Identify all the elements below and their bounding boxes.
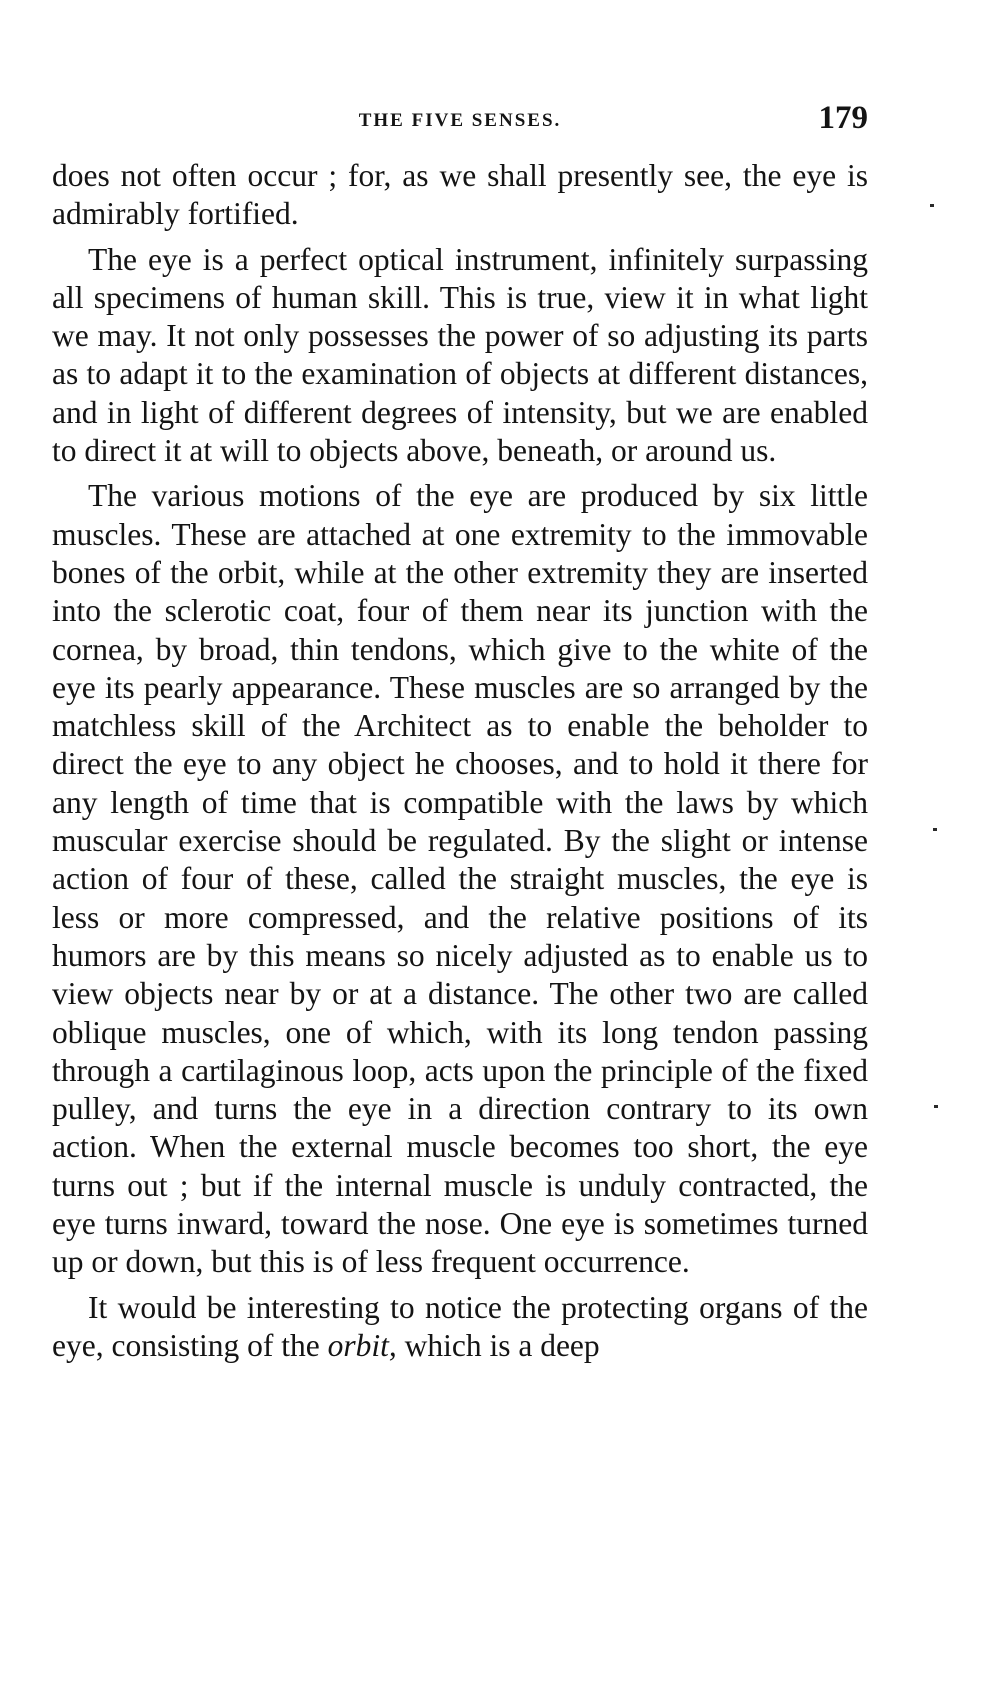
paragraph-text: It would be interesting to notice the protecting organs of the eye, consisting of the	[52, 1289, 868, 1363]
italic-term: orbit,	[327, 1327, 397, 1363]
paragraph-text: which is a deep	[396, 1327, 600, 1363]
paragraph-continued: does not often occur ; for, as we shall presently see, the eye is admirably fortified.	[52, 158, 868, 232]
margin-speck	[930, 204, 934, 207]
body-text	[52, 157, 868, 1372]
paragraph: The eye is a perfect optical instrument, infinitely surpassing all specimens of human skill. This is true, view it in what light we may. It not only possesses the power of so adjusting its parts as to adapt it to the examination of objects at different distances, and in light of different degrees of intensity, but we are enabled to direct it at will to objects above, beneath, or around us.	[52, 241, 868, 469]
page-number: 179	[818, 100, 868, 136]
paragraph-last	[52, 1289, 868, 1366]
margin-speck	[933, 828, 937, 831]
running-head	[52, 100, 868, 140]
paragraph: The various motions of the eye are produced by six little muscles. These are attached at one extremity to the immovable bones of the orbit, while at the other extremity they are inserted into the sclerotic coat, four of them near its junction with the cornea, by broad, thin tendons, which give to the white of the eye its pearly appearance. These muscles are so arranged by the matchless skill of the Architect as to enable the beholder to direct the eye to any object he chooses, and to hold it there for any length of time that is compatible with the laws by which muscular exercise should be regulated. By the slight or intense action of four of these, called the straight muscles, the eye is less or more compressed, and the relative positions of its humors are by this means so nicely adjusted as to enable us to view objects near by or at a distance. The other two are called oblique muscles, one of which, with its long tendon passing through a cartilaginous loop, acts upon the principle of the fixed pulley, and turns the eye in a direction contrary to its own action. When the external muscle becomes too short, the eye turns out ; but if the internal muscle is unduly contracted, the eye turns inward, toward the nose. One eye is sometimes turned up or down, but this is of less frequent occurrence.	[52, 478, 868, 1280]
margin-speck	[934, 1105, 938, 1108]
running-title: THE FIVE SENSES.	[358, 110, 562, 131]
